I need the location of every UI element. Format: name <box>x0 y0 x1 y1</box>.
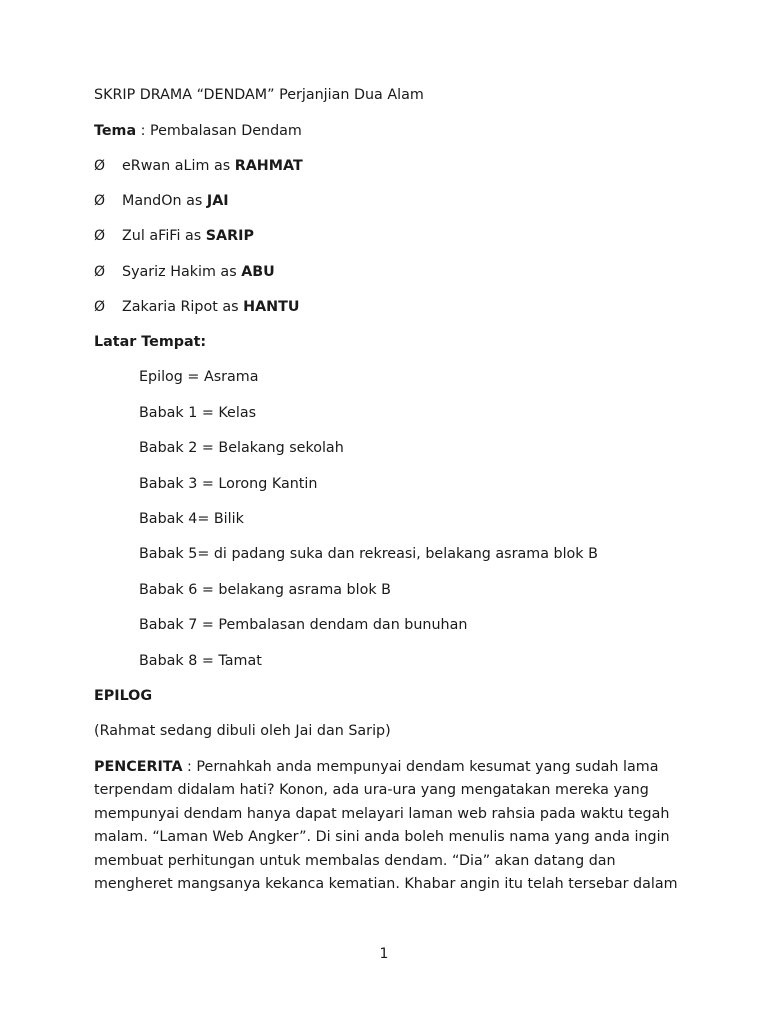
narration-line: malam. “Laman Web Angker”. Di sini anda boleh menulis nama yang anda ingin <box>94 829 670 846</box>
theme-separator: : <box>136 122 151 139</box>
cast-item <box>94 190 684 213</box>
cast-role: HANTU <box>243 298 300 315</box>
cast-item <box>94 261 684 284</box>
narrator-label: PENCERITA <box>94 758 183 775</box>
theme-label: Tema <box>94 122 137 139</box>
narration-text: Pernahkah anda mempunyai dendam kesumat yang sudah lama <box>196 758 659 775</box>
bullet-icon: Ø <box>94 298 106 315</box>
cast-connector: as <box>181 193 207 210</box>
scene-item: Epilog = Asrama <box>139 369 259 386</box>
scene-item: Babak 3 = Lorong Kantin <box>139 475 318 492</box>
epilog-heading: EPILOG <box>94 687 153 704</box>
cast-connector: as <box>180 228 206 245</box>
bullet-icon: Ø <box>94 263 106 280</box>
cast-role: ABU <box>241 263 275 280</box>
narration-line: mempunyai dendam hanya dapat melayari laman web rahsia pada waktu tegah <box>94 805 670 822</box>
bullet-icon: Ø <box>94 158 106 174</box>
scene-item: Babak 1 = Kelas <box>139 404 257 421</box>
cast-item <box>94 225 684 248</box>
cast-connector: as <box>209 158 235 174</box>
bullet-icon: Ø <box>94 193 106 210</box>
scene-item: Babak 4= Bilik <box>139 511 244 527</box>
narrator-separator: : <box>182 758 197 775</box>
document-body <box>94 84 684 896</box>
script-title: SKRIP DRAMA “DENDAM” Perjanjian Dua Alam <box>94 87 424 103</box>
cast-list <box>94 155 684 319</box>
scene-item: Babak 6 = belakang asrama blok B <box>139 581 391 598</box>
stage-direction: (Rahmat sedang dibuli oleh Jai dan Sarip) <box>94 723 391 740</box>
cast-actor: Syariz Hakim <box>122 263 216 280</box>
cast-actor: eRwan aLim <box>122 158 210 174</box>
narration-line <box>94 756 684 779</box>
cast-actor: Zakaria Ripot <box>122 298 218 315</box>
setting-heading: Latar Tempat: <box>94 333 207 350</box>
cast-role: RAHMAT <box>234 158 303 174</box>
page-number: 1 <box>379 946 389 962</box>
narrator-paragraph <box>94 756 684 896</box>
narration-line: terpendam didalam hati? Konon, ada ura-ura yang mengatakan mereka yang <box>94 782 649 799</box>
bullet-icon: Ø <box>94 228 106 245</box>
cast-actor: MandOn <box>122 193 182 210</box>
theme-value: Pembalasan Dendam <box>150 122 302 139</box>
theme-line <box>94 120 684 143</box>
cast-role: JAI <box>206 193 229 210</box>
scene-item: Babak 8 = Tamat <box>139 652 262 669</box>
cast-item <box>94 296 684 319</box>
narration-line: membuat perhitungan untuk membalas dendam. “Dia” akan datang dan <box>94 852 616 869</box>
scene-item: Babak 7 = Pembalasan dendam dan bunuhan <box>139 617 468 634</box>
scene-item: Babak 5= di padang suka dan rekreasi, belakang asrama blok B <box>139 546 598 563</box>
cast-actor: Zul aFiFi <box>122 228 181 245</box>
cast-role: SARIP <box>205 228 254 245</box>
cast-connector: as <box>215 263 242 280</box>
scene-item: Babak 2 = Belakang sekolah <box>139 440 344 457</box>
narration-line: mengheret mangsanya kekanca kematian. Khabar angin itu telah tersebar dalam <box>94 875 678 892</box>
cast-connector: as <box>217 298 244 315</box>
scene-list <box>94 366 684 672</box>
cast-item <box>94 155 684 178</box>
